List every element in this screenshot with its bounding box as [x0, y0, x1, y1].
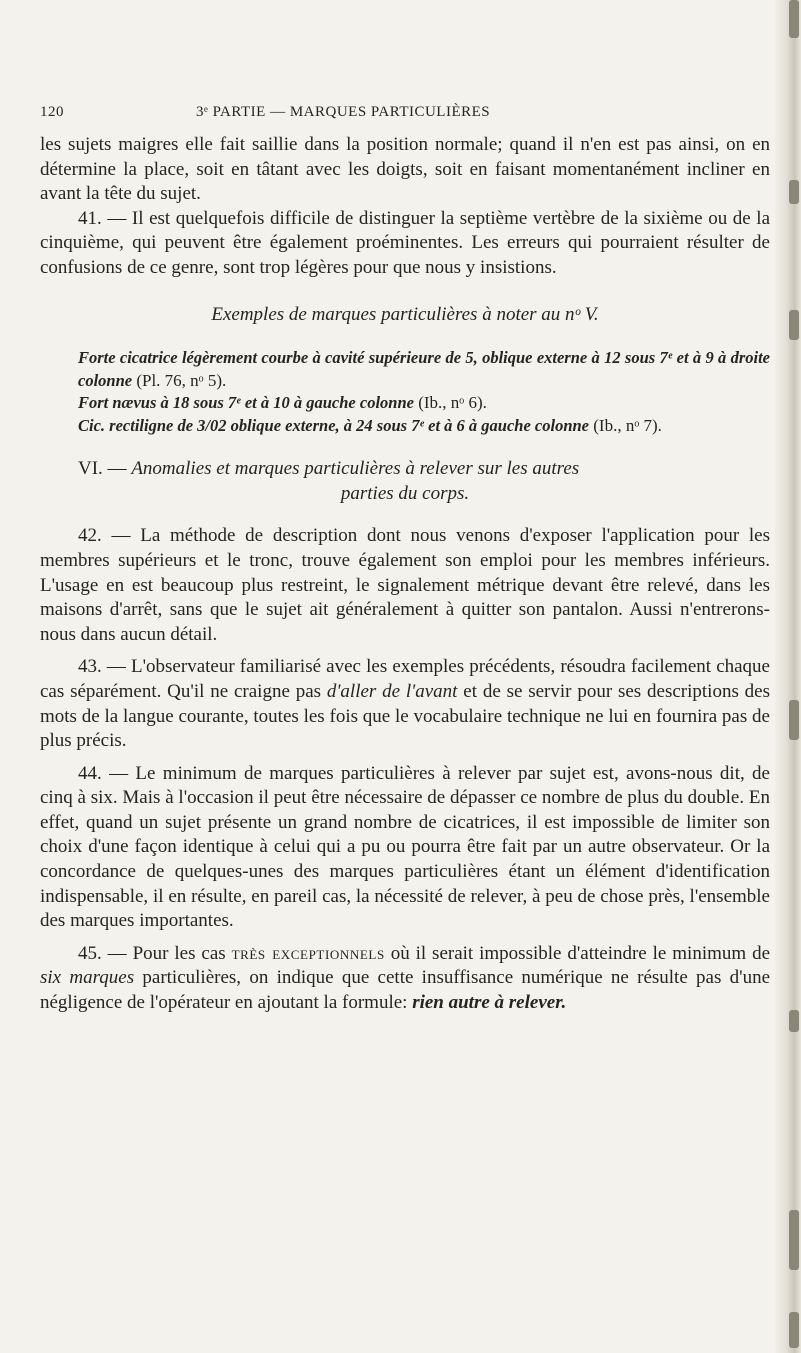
paragraph-43	[40, 655, 770, 753]
edge-mark	[789, 1010, 799, 1032]
paragraph-intro: les sujets maigres elle fait saillie dans la position normale; quand il n'en est pas ainsi, on en détermine la place, soit en tâtant avec les doigts, soit en faisant momentanément incliner en avant la tête du sujet.	[40, 134, 770, 205]
example-2	[78, 392, 770, 415]
example-3-ref: (Ib., nᵒ 7).	[589, 415, 662, 435]
paragraph-41: 41. — Il est quelquefois difficile de distinguer la septième vertèbre de la sixième ou de la cinquième, qui peuvent être également proéminentes. Les erreurs qui pourraient résulter de confusions de ce genre, sont trop légères pour que nous y insistions.	[40, 207, 770, 278]
section-6-heading	[40, 457, 770, 506]
page-edge-shadow	[775, 0, 801, 1353]
paragraph-45-part-c: particulières, on indique que cette insuffisance numérique ne résulte pas d'une négligence de l'opérateur en ajoutant la formule:	[40, 967, 770, 1014]
paragraph-42: 42. — La méthode de description dont nous venons d'exposer l'application pour les membres supérieurs et le tronc, trouve également son emploi pour les membres inférieurs. L'usage en est beaucoup plus restreint, le signalement métrique devant être relevé, dans les maisons d'arrêt, sans que le sujet ait généralement à quitter son pantalon. Aussi n'entrerons-nous dans aucun détail.	[40, 525, 770, 645]
paragraph-43-part-b: et de se servir pour ses descriptions des mots de la langue courante, toutes les fois que le vocabulaire technique ne lui en fournira pas de plus précis.	[40, 680, 770, 752]
section-6-number: VI. —	[78, 458, 132, 480]
example-1-ref: (Pl. 76, nᵒ 5).	[132, 370, 227, 390]
paragraph-43-part-a: 43. — L'observateur familiarisé avec les exemples précédents, résoudra facilement chaque cas séparément. Qu'il ne craigne pas	[40, 656, 770, 702]
example-2-ref: (Ib., nᵒ 6).	[413, 393, 487, 413]
paragraph-45-part-a: 45. — Pour les cas	[78, 942, 232, 964]
edge-mark	[789, 1312, 799, 1348]
running-head: 3ᵉ PARTIE — MARQUES PARTICULIÈRES	[196, 104, 491, 120]
section-6-title: Anomalies et marques particulières à relever sur les autres	[131, 458, 580, 480]
edge-mark	[789, 700, 799, 740]
paragraph-45	[40, 942, 770, 1016]
example-3	[78, 415, 770, 438]
example-3-text: Cic. rectiligne de 3/02 oblique externe, à 24 sous 7ᵉ et à 6 à gauche colonne	[78, 415, 589, 435]
example-2-text: Fort nævus à 18 sous 7ᵉ et à 10 à gauche colonne	[78, 393, 414, 413]
edge-mark	[789, 310, 799, 340]
examples-heading: Exemples de marques particulières à noter au nᵒ V.	[211, 303, 599, 325]
paragraph-45-small-caps: très exceptionnels	[231, 942, 385, 964]
paragraph-43-italic: d'aller de l'avant	[326, 680, 458, 702]
section-6-line-1	[40, 457, 770, 482]
section-6-line-2: parties du corps.	[340, 482, 470, 504]
example-1-text: Forte cicatrice légèrement courbe à cavité supérieure de 5, oblique externe à 12 sous 7ᵉ et à 9 à droite colonne	[78, 348, 770, 390]
example-1	[78, 347, 770, 392]
paragraph-44: 44. — Le minimum de marques particulières à relever par sujet est, avons-nous dit, de cinq à six. Mais à l'occasion il peut être nécessaire de dépasser ce nombre de plus du double. En effet, quand un sujet présente un grand nombre de cicatrices, il est impossible de limiter son choix d'une façon identique à celui qui a pu ou pourra être fait par un autre observateur. Or la concordance de quelques-unes des marques particulières étant un élément d'identification indispensable, il en résulte, en pareil cas, la nécessité de relever, à peu de chose près, l'ensemble des marques importantes.	[40, 762, 770, 932]
paragraph-45-formula: rien autre à relever.	[412, 992, 567, 1014]
running-header	[0, 104, 801, 126]
paragraph-45-part-b: où il serait impossible d'atteindre le minimum de	[384, 942, 771, 964]
edge-mark	[789, 1210, 799, 1270]
paragraph-45-italic: six marques	[40, 967, 135, 989]
edge-mark	[789, 180, 799, 204]
page-number: 120	[40, 104, 64, 120]
body-text	[40, 133, 770, 1016]
edge-mark	[789, 0, 799, 38]
